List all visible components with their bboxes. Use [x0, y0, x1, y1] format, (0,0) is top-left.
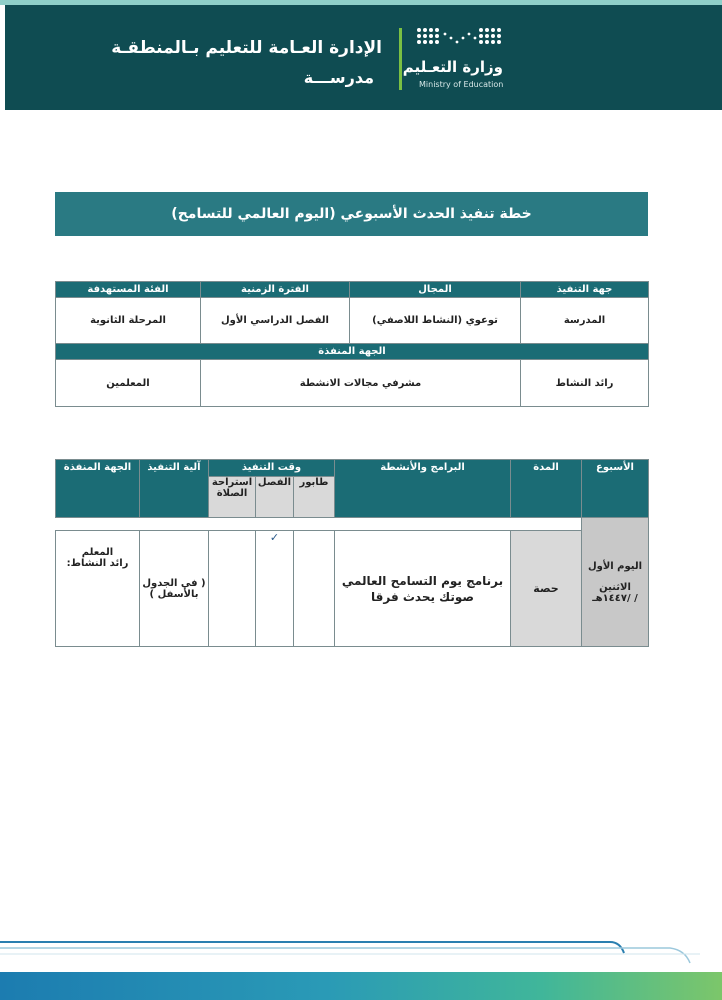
week-weekday: الاثنين — [599, 581, 631, 593]
plan-header-week: الأسبوع — [582, 460, 649, 518]
plan-header-mechanism: آلية التنفيذ — [140, 460, 209, 518]
program-title: برنامج يوم التسامح العالمي — [341, 573, 504, 588]
week-date: / /١٤٤٧هـ — [592, 592, 638, 604]
plan-subheader-prayer-break: استراحة الصلاة — [209, 477, 256, 518]
executing-teachers: المعلمين — [56, 360, 201, 407]
plan-week-cell — [582, 518, 649, 647]
school-name: مدرســـة — [303, 68, 374, 87]
plan-duration: حصة — [511, 531, 582, 647]
ministry-logo-icon — [415, 26, 503, 52]
plan-prayer-break-cell — [209, 531, 256, 647]
info-table — [55, 281, 649, 407]
week-day-label: اليوم الأول — [587, 560, 643, 572]
info-value-field: توعوي (النشاط اللاصفي) — [350, 298, 521, 344]
program-subtitle: صوتك يحدث فرقا — [371, 589, 474, 604]
executor-activity-leader: رائد النشاط: — [66, 558, 129, 569]
plan-subheader-class: الفصل — [256, 477, 294, 518]
executor-teacher: المعلم — [81, 547, 114, 558]
info-value-period: الفصل الدراسي الأول — [201, 298, 350, 344]
footer-decoration — [0, 935, 722, 975]
plan-class-check — [256, 531, 294, 647]
plan-title: خطة تنفيذ الحدث الأسبوعي (اليوم العالمي للتسامح) — [55, 192, 648, 236]
header-divider — [399, 28, 402, 90]
info-header-executing-body: جهة التنفيذ — [521, 282, 649, 298]
ministry-name-english: Ministry of Education — [419, 80, 504, 89]
plan-header-duration: المدة — [511, 460, 582, 518]
footer-bar — [0, 972, 722, 1000]
plan-gap — [56, 518, 582, 531]
header-top-strip — [0, 0, 722, 5]
plan-header-executor: الجهة المنفذة — [56, 460, 140, 518]
executing-activity-leader: رائد النشاط — [521, 360, 649, 407]
plan-subheader-assembly: طابور — [294, 477, 335, 518]
info-value-target-group: المرحلة الثانوية — [56, 298, 201, 344]
plan-assembly-cell — [294, 531, 335, 647]
executing-party-header: الجهة المنفذة — [56, 344, 649, 360]
info-header-period: الفترة الزمنية — [201, 282, 350, 298]
plan-program — [335, 531, 511, 647]
info-value-executing-body: المدرسة — [521, 298, 649, 344]
info-header-target-group: الفئة المستهدفة — [56, 282, 201, 298]
page-header — [5, 0, 722, 110]
admin-title: الإدارة العـامة للتعليم بـالمنطقـة — [111, 38, 382, 58]
executing-supervisors: مشرفي مجالات الانشطة — [201, 360, 521, 407]
plan-mechanism: ( في الجدول بالأسفل ) — [140, 531, 209, 647]
info-header-field: المجال — [350, 282, 521, 298]
plan-table — [55, 459, 649, 647]
ministry-name-arabic: وزارة التعـليم — [402, 58, 503, 76]
plan-header-programs: البرامج والأنشطة — [335, 460, 511, 518]
ministry-logo — [402, 22, 515, 92]
plan-header-exec-time: وقت التنفيذ — [209, 460, 335, 477]
checkmark-icon: ✓ — [269, 531, 280, 544]
plan-executor — [56, 531, 140, 647]
